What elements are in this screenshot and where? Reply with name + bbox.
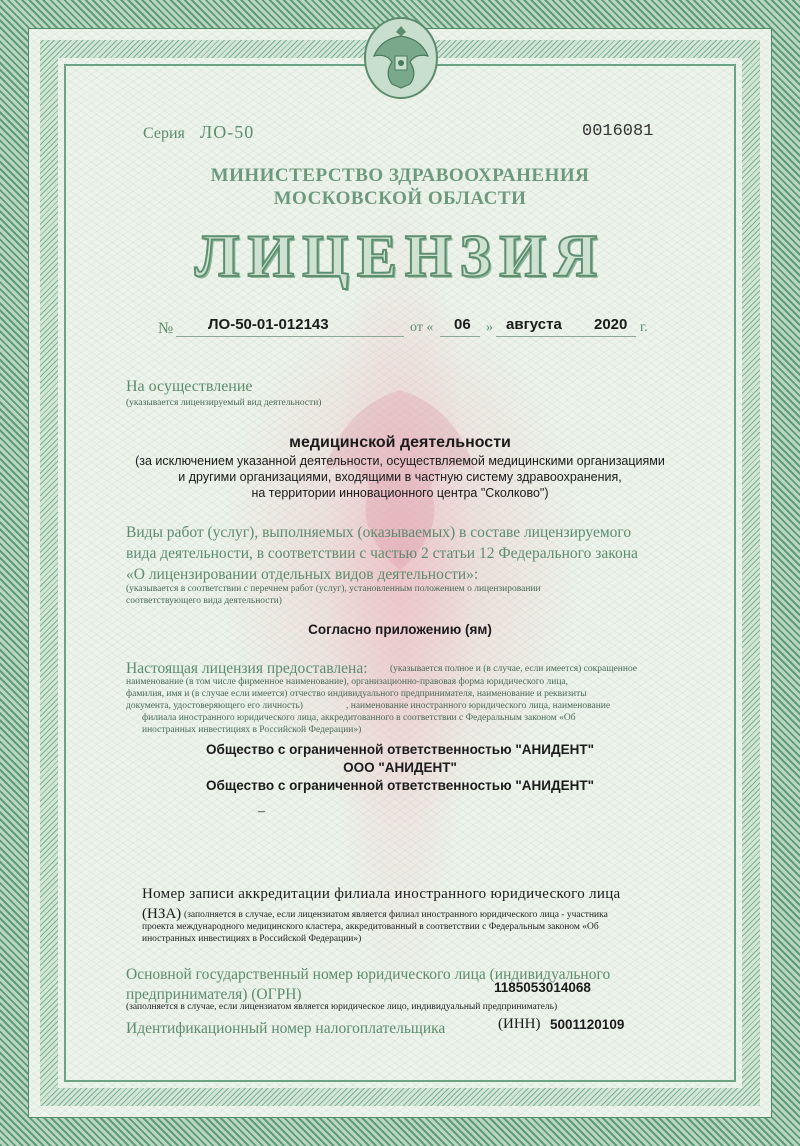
number-sign: № [158, 320, 174, 337]
month-underline [496, 336, 636, 337]
ogrn-value: 1185053014068 [494, 980, 591, 995]
licensee-hint-b: наименование (в том числе фирменное наименование), организационно-правовая форма юридического лица, [126, 677, 569, 687]
licensee-hint-d: документа, удостоверяющего его личность) [126, 701, 303, 711]
ministry-line2: МОСКОВСКОЙ ОБЛАСТИ [273, 188, 527, 209]
licensee-full-name: Общество с ограниченной ответственностью "АНИДЕНТ" [206, 742, 594, 757]
accreditation-hint-line2: проекта международного медицинского кластера, аккредитованный в соответствии с Федеральным законом «Об [142, 922, 599, 932]
activity-note-line1: (за исключением указанной деятельности, осуществляемой медицинскими организациями [135, 454, 665, 468]
licensee-short-name: ООО "АНИДЕНТ" [343, 760, 457, 775]
activity-hint: (указывается лицензируемый вид деятельности) [126, 398, 322, 408]
licensee-hint-g: иностранных инвестициях в Российской Федерации») [142, 725, 362, 735]
accreditation-hint-line1: (заполняется в случае, если лицензиатом является филиал иностранного юридического лица - участника [184, 910, 608, 920]
accreditation-hint-line3: иностранных инвестициях в Российской Федерации») [142, 934, 362, 944]
day-underline [440, 336, 480, 337]
coat-of-arms-emblem [362, 12, 440, 100]
inn-label: Идентификационный номер налогоплательщика [126, 1020, 446, 1037]
series-value: ЛО-50 [200, 122, 255, 142]
series-label: Серия [143, 125, 185, 142]
licensee-label: Настоящая лицензия предоставлена: [126, 660, 368, 677]
works-hint-line2: соответствующего вида деятельности) [126, 596, 282, 606]
works-line1: Виды работ (услуг), выполняемых (оказываемых) в составе лицензируемого [126, 524, 632, 541]
activity-label: На осуществление [126, 378, 253, 395]
licensee-hint-c: фамилия, имя и (в случае если имеется) отчество индивидуального предпринимателя, наименование и реквизиты [126, 689, 587, 699]
ogrn-label-line2: предпринимателя) (ОГРН) [126, 986, 302, 1003]
year-suffix: г. [640, 320, 648, 335]
works-hint-line1: (указывается в соответствии с перечнем работ (услуг), установленным положением о лицензировании [126, 584, 541, 594]
works-line3: «О лицензировании отдельных видов деятельности»: [126, 566, 479, 583]
works-line2: вида деятельности, в соответствии с частью 2 статьи 12 Федерального закона [126, 545, 638, 562]
inn-abbr: (ИНН) [498, 1016, 541, 1032]
accreditation-nza-label: (НЗА) [142, 906, 182, 922]
license-year: 2020 [594, 316, 628, 333]
licensee-dash: – [258, 804, 265, 819]
licensee-hint-f: филиала иностранного юридического лица, аккредитованного в соответствии с Федеральным законом «Об [142, 713, 576, 723]
activity-note-line3: на территории инновационного центра "Сколково") [251, 486, 549, 500]
licensee-brand-name: Общество с ограниченной ответственностью "АНИДЕНТ" [206, 778, 594, 793]
inn-value: 5001120109 [550, 1017, 625, 1032]
license-day: 06 [454, 316, 471, 333]
date-from-label: от « [410, 320, 434, 335]
activity-note-line2: и другими организациями, входящими в частную систему здравоохранения, [178, 470, 622, 484]
license-month: августа [506, 316, 562, 333]
licensee-hint-e: , наименование иностранного юридического лица, наименование [346, 701, 611, 711]
activity-name: медицинской деятельности [289, 434, 511, 451]
ogrn-label-line1: Основной государственный номер юридического лица (индивидуального [126, 966, 611, 983]
number-underline [176, 336, 404, 337]
ogrn-hint: (заполняется в случае, если лицензиатом является юридическое лицо, индивидуальный предприниматель) [126, 1002, 558, 1012]
date-quote-close: » [486, 320, 493, 335]
ministry-line1: МИНИСТЕРСТВО ЗДРАВООХРАНЕНИЯ [210, 165, 590, 186]
licensee-hint-a: (указывается полное и (в случае, если имеется) сокращенное [390, 664, 638, 674]
accreditation-line1: Номер записи аккредитации филиала иностранного юридического лица [142, 886, 621, 902]
document-title: ЛИЦЕНЗИЯ [194, 223, 606, 289]
license-number: ЛО-50-01-012143 [208, 316, 329, 333]
works-value: Согласно приложению (ям) [308, 622, 492, 637]
form-number: 0016081 [582, 122, 654, 141]
